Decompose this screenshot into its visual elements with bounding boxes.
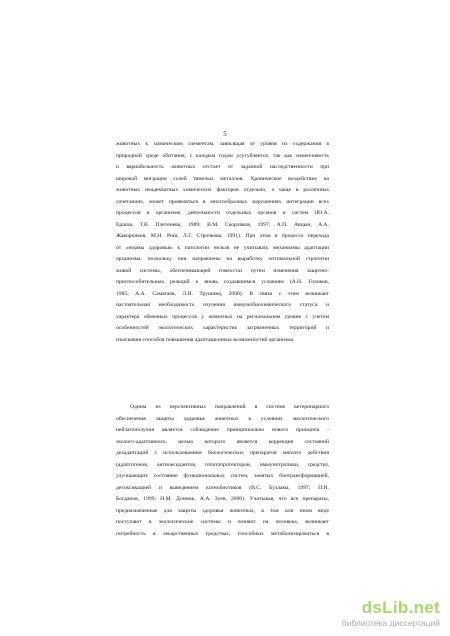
text-line: процессов в организме, деятельности отдельных органов и систем (Ю.А. <box>116 210 329 216</box>
text-line: улучшающих состояние функциональных систем, занятых биотрансформацией, <box>116 473 329 479</box>
text-line: природной среде обитания, с каждым годом усугубляется, так как изменчивость <box>116 152 329 159</box>
text-line: предназначенные для защиты здоровья животных, в том или ином виде <box>116 507 329 514</box>
watermark <box>330 598 440 628</box>
text-line: приспособительных реакций к вновь создавшимся условиям (А.Н. Голиков, <box>116 279 329 285</box>
text-line: настоятельная необходимость изучения иммунобиохимического статуса и <box>116 302 329 308</box>
text-line: особенностей экологических характеристик загрязненных территорий и <box>116 325 329 331</box>
text-line: живой системы, обеспечивающей гомеостаз путем изменения защитно- <box>116 267 329 274</box>
text-line: организма, поскольку они направлены на выработку оптимальной стратегии <box>116 256 329 262</box>
text-line: поступают в экологические системы и влияют на человека, возникает <box>116 519 329 525</box>
text-line: неблагополучия является соблюдение принципиально нового принципа - <box>116 427 329 433</box>
watermark-logo: dsLib.net <box>361 598 440 617</box>
text-line: эколого-адаптивного, целью которого является коррекция состояний <box>116 438 329 445</box>
text-line: 1985; А.А. Саматаев, Л.Н. Трушина, 2000). В связи с этим возникает <box>116 290 329 297</box>
text-line: Ершов, Т.В. Плетенева, 1989; В.М. Скорляков, 1997; А.П. Авцын, А.А. <box>116 221 329 228</box>
text-line: животных к химическим элементам, зависящая от уровня их содержания в <box>116 141 329 147</box>
text-line: сочетаниях, может проявляться в многообразных нарушениях интеграции всех <box>116 198 329 205</box>
paragraph-1 <box>116 139 329 346</box>
text-line: дезадаптаций с использованием биологических препаратов мягкого действия <box>116 450 329 456</box>
text-line: животных неадекватных химических факторов отдельно, а чаще в различных <box>116 187 329 193</box>
text-line: (адаптогенов, антиоксидантов, гепатопротекторов, иммунотропных средств), <box>116 461 329 468</box>
text-line: потребность в лекарственных средствах, способных метаболизироваться в <box>116 530 329 537</box>
page-number: 5 <box>223 130 227 138</box>
text-line: Жаворонков, М.Н. Риш, Л.Г. Строчкова, 1991). При этом в процессе перехода <box>116 233 329 239</box>
text-line: и вариабельность животных отстает от заданной наследственности при <box>116 164 329 170</box>
text-line: Одним из перспективных направлений в системе ветеринарного <box>130 404 329 410</box>
paragraph-2 <box>116 402 329 540</box>
watermark-subtitle: библиотека диссертаций <box>341 618 440 628</box>
text-line: Богданов, 1999; И.М. Донник, А.А. Зуев, 2000). Учитывая, что все препараты, <box>116 496 329 502</box>
text-line: характера обменных процессов у животных на региональном уровне с учетом <box>116 313 329 320</box>
text-line: широкой миграции солей тяжелых металлов. Хроническое воздействие на <box>116 175 329 182</box>
text-line: обеспечения защиты здоровья животных в условиях экологического <box>116 415 329 422</box>
text-line: от «нормы здоровья» к патологии нельзя не учитывать механизмы адаптации <box>116 244 329 251</box>
text-line: детоксикацией и выведением ксенобиотиков (В.С. Бузлама, 1997; П.Н. <box>116 484 329 491</box>
text-line: изыскания способов повышения адаптационных возможностей организма. <box>116 336 295 343</box>
